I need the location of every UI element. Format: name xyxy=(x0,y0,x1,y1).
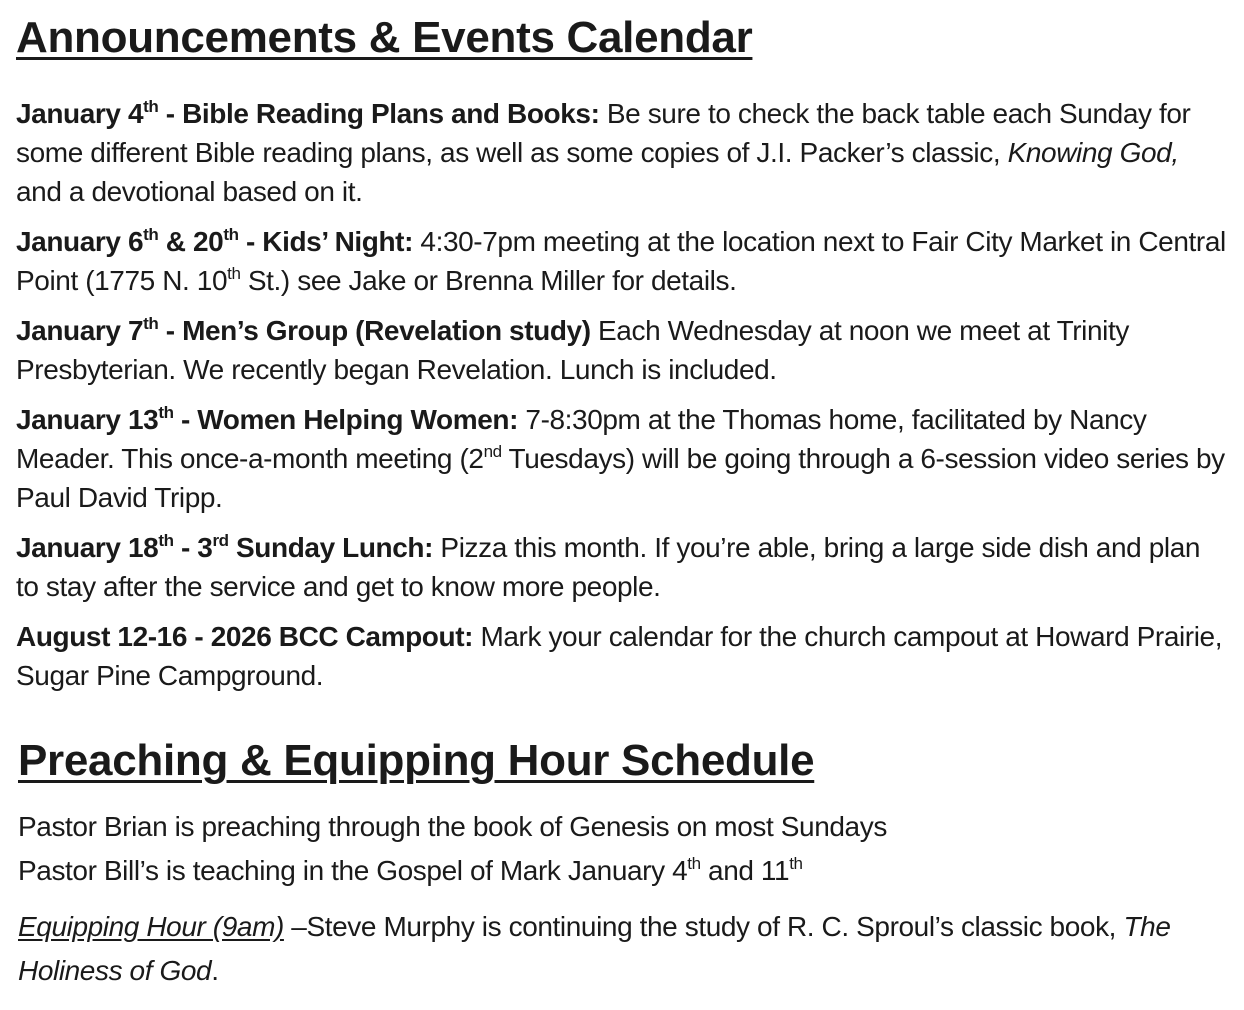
event-text: 4:30-7pm meeting at the location next to Fair City Market in Central Point (1775 N. 10 xyxy=(16,226,1226,296)
event-title: January 6th & 20th - Kids’ Night: xyxy=(16,225,414,257)
event-title: January 18th - 3rd Sunday Lunch: xyxy=(16,531,434,563)
event-title: January 4th - Bible Reading Plans and Books: xyxy=(16,97,600,129)
book-title: Knowing God, xyxy=(1007,137,1179,168)
event-text: Each Wednesday at noon we meet at Trinity Presbyterian. We recently began Revelation. Lunch is included. xyxy=(16,315,1129,385)
announcements-heading: Announcements & Events Calendar xyxy=(16,13,753,62)
schedule-heading: Preaching & Equipping Hour Schedule xyxy=(18,736,815,785)
schedule-line-bill: Pastor Bill’s is teaching in the Gospel of Mark January 4th and 11th xyxy=(18,854,803,886)
event-title: August 12-16 - 2026 BCC Campout: xyxy=(16,621,474,652)
schedule-line-brian: Pastor Brian is preaching through the book of Genesis on most Sundays xyxy=(18,811,887,842)
book-title: The Holiness of God xyxy=(18,911,1171,986)
schedule-section xyxy=(16,731,1228,993)
event-campout xyxy=(16,617,1228,695)
event-kids-night: January 6th & 20th - Kids’ Night: 4:30-7pm meeting at the location next to Fair City Market in Central Point (1775 N. 10th St.) see Jake or Brenna Miller for details. xyxy=(16,225,1226,296)
event-sunday-lunch xyxy=(16,528,1228,606)
event-bible-reading: January 4th - Bible Reading Plans and Books: Be sure to check the back table each Sunday for some different Bible reading plans, as well as some copies of J.I. Packer’s classic, Knowing God, and a devotional based on it. xyxy=(16,97,1191,207)
event-women-helping-women: January 13th - Women Helping Women: 7-8:30pm at the Thomas home, facilitated by Nancy Meader. This once-a-month meeting (2nd Tuesdays) will be going through a 6-session video series by Paul David Tripp. xyxy=(16,403,1225,513)
event-text: Be sure to check the back table each Sunday for some different Bible reading plans, as well as some copies of J.I. Packer’s classic, xyxy=(16,98,1191,168)
event-text: Pizza this month. If you’re able, bring a large side dish and plan to stay after the service and get to know more people. xyxy=(16,532,1201,602)
event-text: Mark your calendar for the church campout at Howard Prairie, Sugar Pine Campground. xyxy=(16,621,1223,691)
event-title: January 7th - Men’s Group (Revelation study) xyxy=(16,314,591,346)
event-text: 7-8:30pm at the Thomas home, facilitated by Nancy Meader. This once-a-month meeting (2 xyxy=(16,404,1147,474)
event-title: January 13th - Women Helping Women: xyxy=(16,403,519,435)
event-mens-group xyxy=(16,311,1228,389)
announcements-section xyxy=(16,8,1228,695)
equipping-hour-label: Equipping Hour (9am) xyxy=(18,911,284,942)
schedule-equipping-hour: Equipping Hour (9am) –Steve Murphy is continuing the study of R. C. Sproul’s classic book, The Holiness of God. xyxy=(18,911,1171,986)
